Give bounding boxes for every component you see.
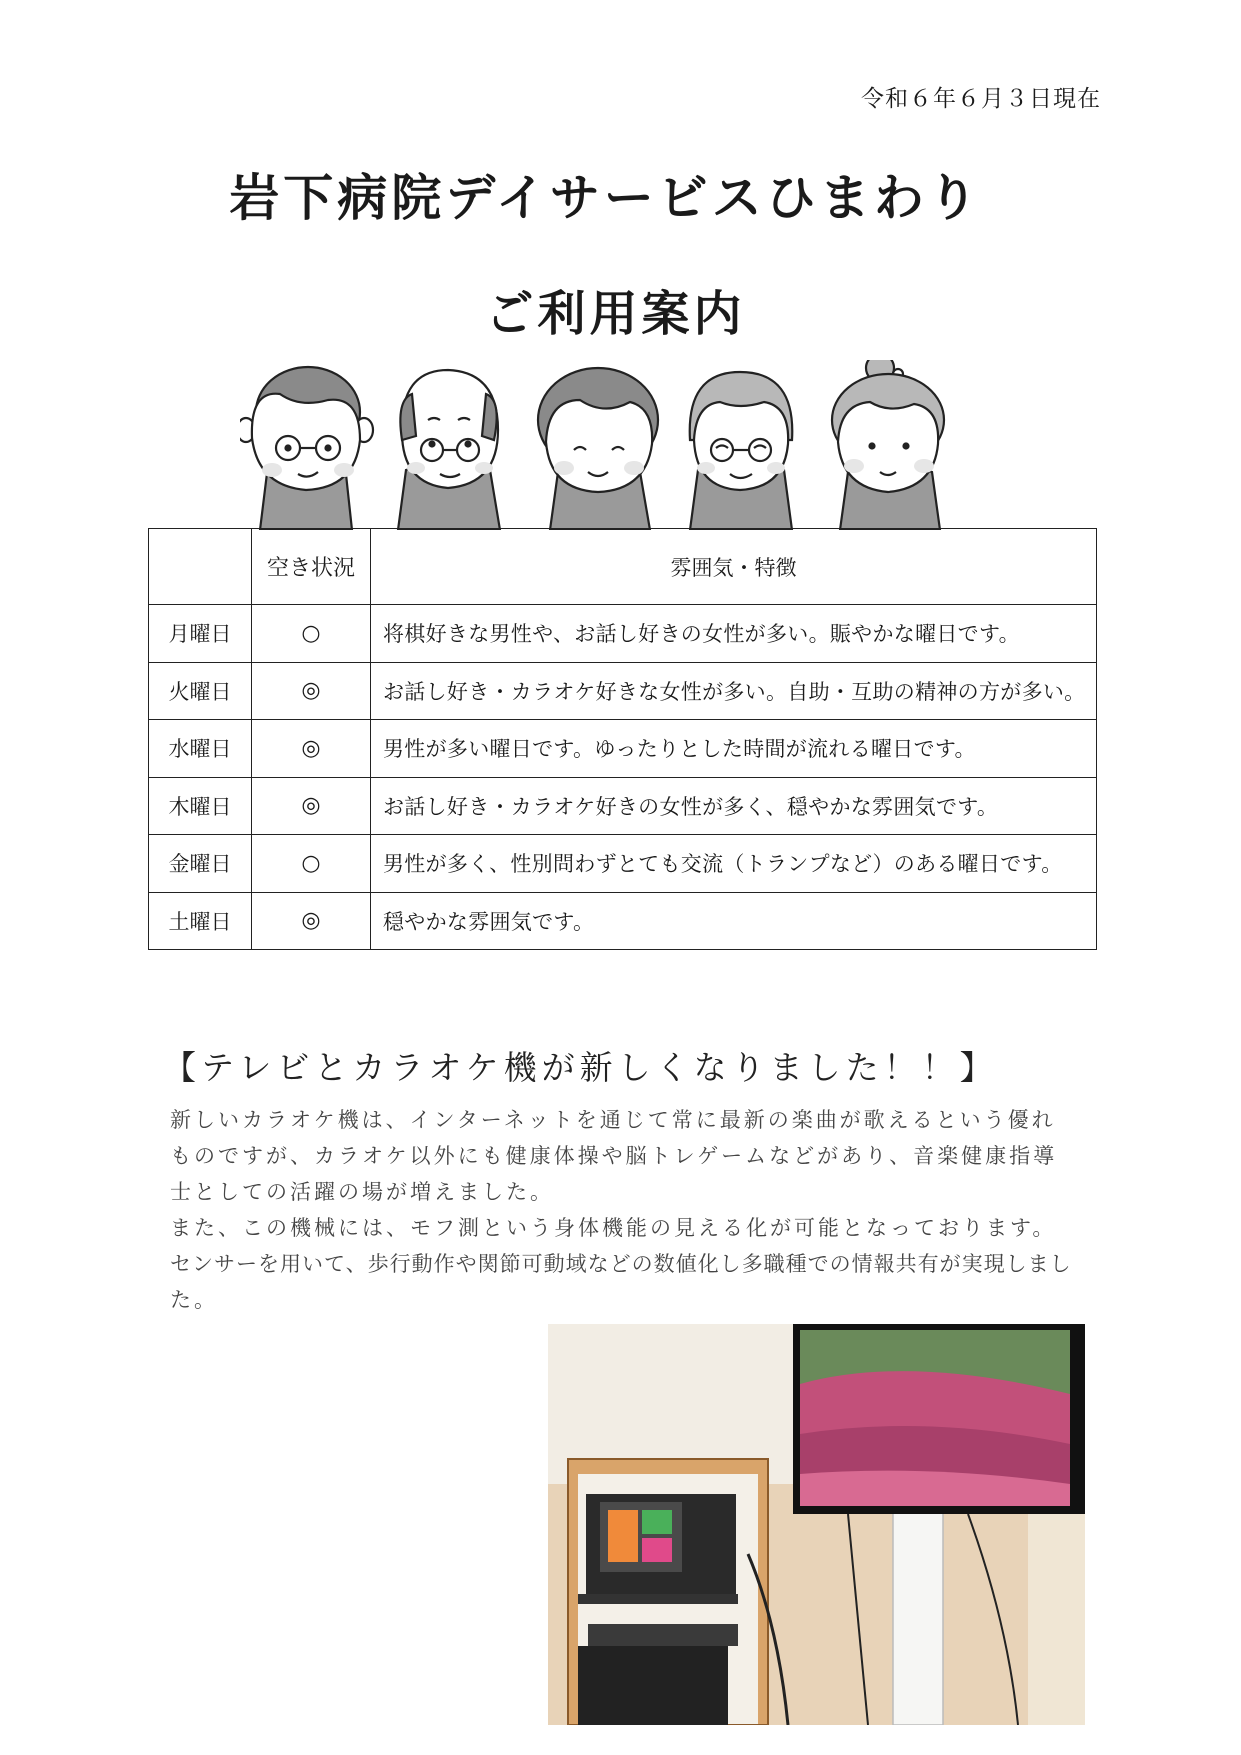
news-line: 士としての活躍の場が増えました。	[170, 1180, 554, 1204]
header-atmosphere: 雰囲気・特徴	[371, 529, 1097, 605]
day-cell: 木曜日	[149, 777, 252, 835]
day-cell: 水曜日	[149, 720, 252, 778]
day-cell: 金曜日	[149, 835, 252, 893]
availability-cell: ◎	[252, 720, 371, 778]
news-line: また、この機械には、モフ測という身体機能の見える化が可能となっております。	[170, 1216, 1057, 1240]
description-cell: 将棋好きな男性や、お話し好きの女性が多い。賑やかな曜日です。	[371, 605, 1097, 663]
schedule-table	[148, 528, 1097, 950]
karaoke-tv-photo	[548, 1324, 1085, 1725]
header-availability: 空き状況	[252, 529, 371, 605]
elderly-woman-smiling-figure	[538, 368, 658, 530]
availability-cell: ◎	[252, 662, 371, 720]
news-line: ものですが、カラオケ以外にも健康体操や脳トレゲームなどがあり、音楽健康指導	[170, 1144, 1058, 1168]
availability-cell: ◎	[252, 892, 371, 950]
table-header-row	[149, 529, 1097, 605]
description-cell: 穏やかな雰囲気です。	[371, 892, 1097, 950]
day-cell: 火曜日	[149, 662, 252, 720]
elderly-people-illustration	[240, 360, 1020, 530]
page-title: 岩下病院デイサービスひまわり	[229, 168, 982, 227]
date-note: 令和６年６月３日現在	[861, 86, 1101, 112]
table-row	[149, 835, 1097, 893]
description-cell: 男性が多い曜日です。ゆったりとした時間が流れる曜日です。	[371, 720, 1097, 778]
description-cell: お話し好き・カラオケ好きな女性が多い。自助・互助の精神の方が多い。	[371, 662, 1097, 720]
table-row	[149, 720, 1097, 778]
page-subtitle: ご利用案内	[485, 286, 746, 342]
availability-cell: ○	[252, 605, 371, 663]
news-body	[170, 1102, 1080, 1318]
news-heading: 【テレビとカラオケ機が新しくなりました！！】	[163, 1048, 998, 1087]
elderly-woman-bun-figure	[832, 360, 944, 530]
table-row	[149, 777, 1097, 835]
header-blank	[149, 529, 252, 605]
news-line: 新しいカラオケ機は、インターネットを通じて常に最新の楽曲が歌えるという優れ	[170, 1108, 1056, 1132]
elderly-man-gray-hair-figure	[690, 372, 793, 530]
news-line: た。	[170, 1288, 218, 1312]
table-row	[149, 605, 1097, 663]
description-cell: お話し好き・カラオケ好きの女性が多く、穏やかな雰囲気です。	[371, 777, 1097, 835]
day-cell: 月曜日	[149, 605, 252, 663]
news-line: センサーを用いて、歩行動作や関節可動域などの数値化し多職種での情報共有が実現しまし	[170, 1252, 1072, 1276]
table-row	[149, 662, 1097, 720]
elderly-man-glasses-figure	[398, 370, 500, 530]
availability-cell: ◎	[252, 777, 371, 835]
description-cell: 男性が多く、性別問わずとても交流（トランプなど）のある曜日です。	[371, 835, 1097, 893]
elderly-woman-glasses-figure	[240, 367, 373, 530]
availability-cell: ○	[252, 835, 371, 893]
day-cell: 土曜日	[149, 892, 252, 950]
table-row	[149, 892, 1097, 950]
